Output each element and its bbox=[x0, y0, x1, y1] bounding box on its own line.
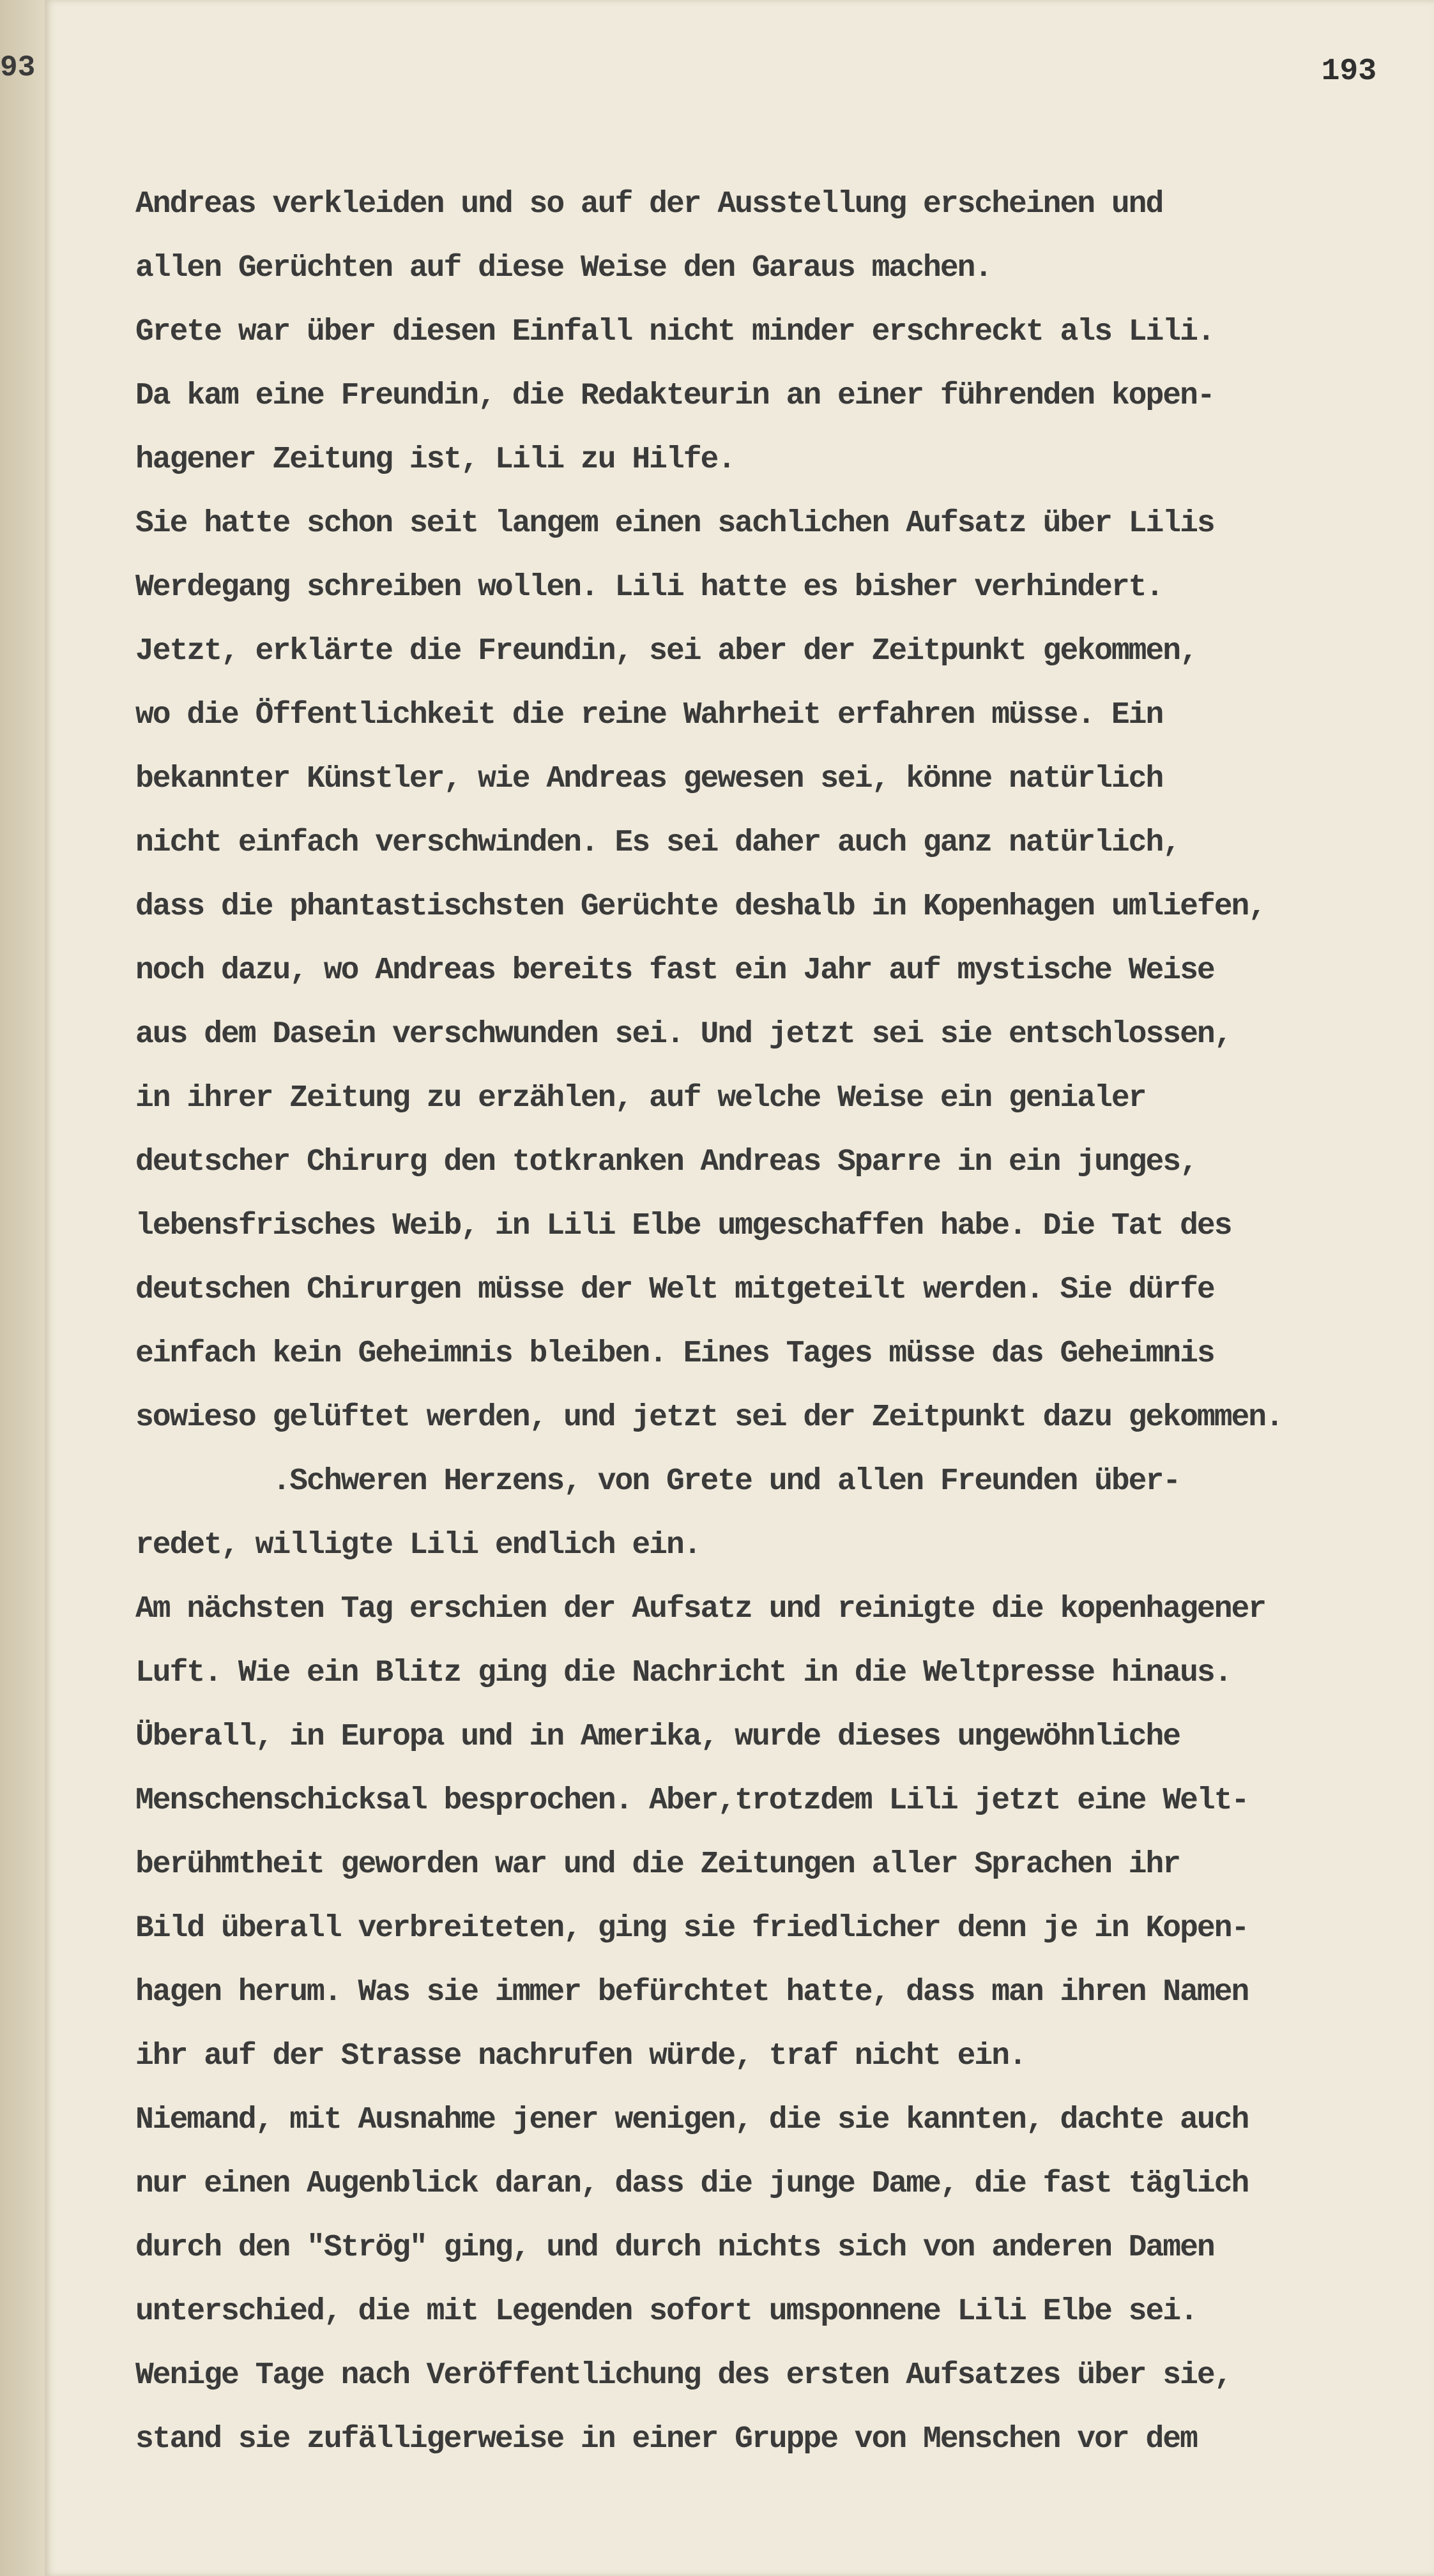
text-line: Menschenschicksal besprochen. Aber,trotzdem Lili jetzt eine Welt- bbox=[135, 1784, 1249, 1818]
text-line: stand sie zufälligerweise in einer Gruppe von Menschen vor dem bbox=[135, 2422, 1197, 2457]
text-line: bekannter Künstler, wie Andreas gewesen sei, könne natürlich bbox=[135, 762, 1163, 796]
text-line: noch dazu, wo Andreas bereits fast ein Jahr auf mystische Weise bbox=[135, 953, 1214, 988]
text-line: Jetzt, erklärte die Freundin, sei aber der Zeitpunkt gekommen, bbox=[135, 634, 1197, 669]
text-line: einfach kein Geheimnis bleiben. Eines Tages müsse das Geheimnis bbox=[135, 1337, 1214, 1371]
text-line: aus dem Dasein verschwunden sei. Und jetzt sei sie entschlossen, bbox=[135, 1017, 1232, 1052]
text-line: sowieso gelüftet werden, und jetzt sei der Zeitpunkt dazu gekommen. bbox=[135, 1400, 1283, 1435]
text-line: hagen herum. Was sie immer befürchtet hatte, dass man ihren Namen bbox=[135, 1975, 1249, 2010]
text-line: Werdegang schreiben wollen. Lili hatte es bisher verhindert. bbox=[135, 570, 1163, 605]
text-line: wo die Öffentlichkeit die reine Wahrheit erfahren müsse. Ein bbox=[135, 698, 1163, 732]
text-line: Da kam eine Freundin, die Redakteurin an einer führenden kopen- bbox=[135, 379, 1214, 413]
text-line: ihr auf der Strasse nachrufen würde, traf nicht ein. bbox=[135, 2039, 1026, 2073]
previous-page-number: 93 bbox=[0, 51, 36, 84]
text-line: dass die phantastischsten Gerüchte deshalb in Kopenhagen umliefen, bbox=[135, 890, 1266, 924]
page-number: 193 bbox=[1321, 54, 1377, 89]
text-line: Niemand, mit Ausnahme jener wenigen, die sie kannten, dachte auch bbox=[135, 2103, 1249, 2137]
text-line: Grete war über diesen Einfall nicht minder erschreckt als Lili. bbox=[135, 315, 1214, 349]
text-line: deutscher Chirurg den totkranken Andreas Sparre in ein junges, bbox=[135, 1145, 1197, 1179]
text-line: berühmtheit geworden war und die Zeitungen aller Sprachen ihr bbox=[135, 1847, 1180, 1882]
previous-page-edge bbox=[0, 0, 45, 2576]
text-line: durch den "Strög" ging, und durch nichts sich von anderen Damen bbox=[135, 2231, 1214, 2265]
text-line: redet, willigte Lili endlich ein. bbox=[135, 1528, 701, 1563]
text-line: in ihrer Zeitung zu erzählen, auf welche Weise ein genialer bbox=[135, 1081, 1146, 1116]
text-line: Wenige Tage nach Veröffentlichung des ersten Aufsatzes über sie, bbox=[135, 2358, 1232, 2393]
typescript-body bbox=[135, 172, 1419, 2471]
text-line: Bild überall verbreiteten, ging sie friedlicher denn je in Kopen- bbox=[135, 1911, 1249, 1946]
text-line: nur einen Augenblick daran, dass die junge Dame, die fast täglich bbox=[135, 2167, 1249, 2201]
text-line: allen Gerüchten auf diese Weise den Garaus machen. bbox=[135, 251, 992, 285]
text-line: Am nächsten Tag erschien der Aufsatz und reinigte die kopenhagener bbox=[135, 1592, 1266, 1626]
text-line: Andreas verkleiden und so auf der Ausstellung erscheinen und bbox=[135, 187, 1163, 222]
text-line: Luft. Wie ein Blitz ging die Nachricht in die Weltpresse hinaus. bbox=[135, 1656, 1232, 1690]
text-line: unterschied, die mit Legenden sofort umsponnene Lili Elbe sei. bbox=[135, 2294, 1197, 2329]
text-line: deutschen Chirurgen müsse der Welt mitgeteilt werden. Sie dürfe bbox=[135, 1273, 1214, 1307]
text-line: hagener Zeitung ist, Lili zu Hilfe. bbox=[135, 443, 735, 477]
text-line: nicht einfach verschwinden. Es sei daher auch ganz natürlich, bbox=[135, 826, 1180, 860]
text-line: .Schweren Herzens, von Grete und allen Freunden über- bbox=[135, 1464, 1180, 1499]
text-line: Sie hatte schon seit langem einen sachlichen Aufsatz über Lilis bbox=[135, 506, 1214, 541]
text-line: Überall, in Europa und in Amerika, wurde dieses ungewöhnliche bbox=[135, 1720, 1180, 1754]
text-line: lebensfrisches Weib, in Lili Elbe umgeschaffen habe. Die Tat des bbox=[135, 1209, 1232, 1243]
